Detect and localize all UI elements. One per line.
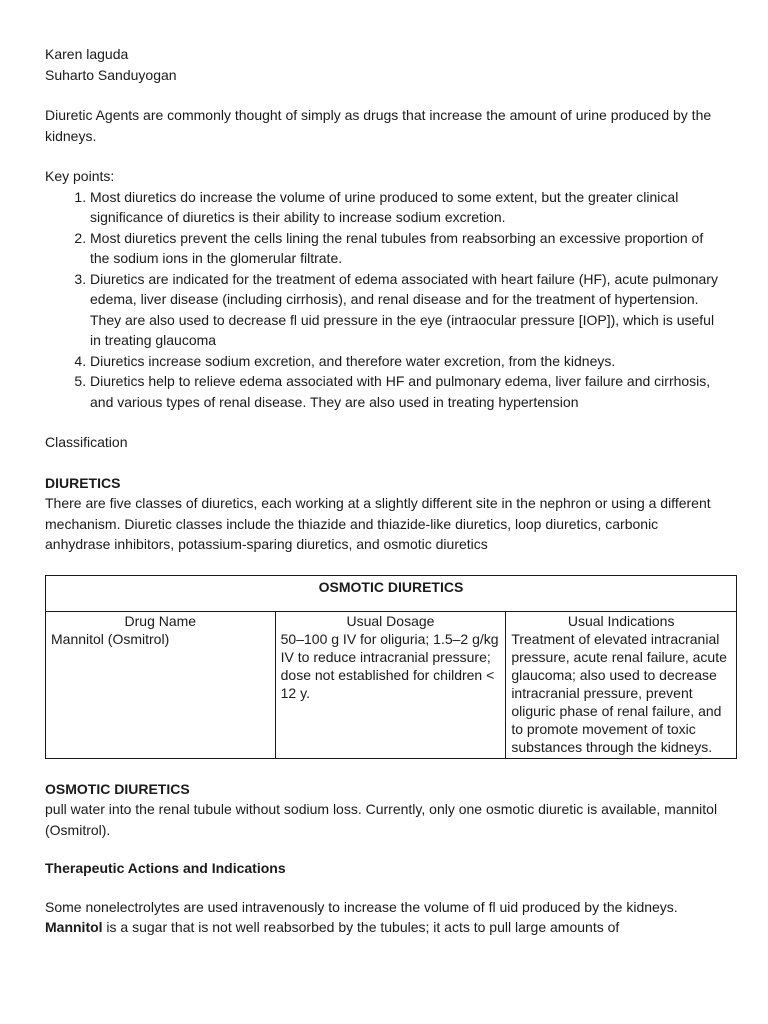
key-points-list <box>45 187 725 413</box>
therapeutic-paragraph <box>45 897 725 938</box>
osmotic-diuretics-table <box>45 575 737 759</box>
table-header-usual-dosage: Usual Dosage <box>275 611 506 630</box>
list-item: 1. Most diuretics do increase the volume of urine produced to some extent, but the greater clinical significance of diuretics is their ability to increase sodium excretion. <box>90 187 725 228</box>
section-heading-diuretics: DIURETICS <box>45 474 121 491</box>
therapeutic-text-end: is a sugar that is not well reabsorbed by the tubules; it acts to pull large amounts of <box>102 919 620 935</box>
table-cell-indications: Treatment of elevated intracranial pressure, acute renal failure, acute glaucoma; also used to decrease intracranial pressure, prevent oliguric phase of renal failure, and to promote movement of toxic substances through the kidneys. <box>506 630 737 759</box>
list-item: 2. Most diuretics prevent the cells lining the renal tubules from reabsorbing an excessive proportion of the sodium ions in the glomerular filtrate. <box>90 228 725 269</box>
author-name: Karen laguda <box>45 46 129 62</box>
table-title: OSMOTIC DIURETICS <box>46 575 737 611</box>
table-cell-dosage: 50–100 g IV for oliguria; 1.5–2 g/kg IV to reduce intracranial pressure; dose not established for children < 12 y. <box>275 630 506 759</box>
section-heading-therapeutic: Therapeutic Actions and Indications <box>45 860 286 876</box>
table-row <box>46 630 737 759</box>
osmotic-paragraph: pull water into the renal tubule without sodium loss. Currently, only one osmotic diuretic is available, mannitol (Osmitrol). <box>45 801 718 838</box>
diuretics-paragraph: There are five classes of diuretics, each working at a slightly different site in the nephron or using a different mechanism. Diuretic classes include the thiazide and thiazide-like diuretics, loop diuretics, carbonic anhydrase inhibitors, potassium-sparing diuretics, and osmotic diuretics <box>45 495 711 552</box>
list-item: 3. Diuretics are indicated for the treatment of edema associated with heart failure (HF), acute pulmonary edema, liver disease (including cirrhosis), and renal disease and for the treatment of hypertension. They are also used to decrease fl uid pressure in the eye (intraocular pressure [IOP]), which is useful in treating glaucoma <box>90 269 725 351</box>
author-name: Suharto Sanduyogan <box>45 66 177 83</box>
section-heading-osmotic: OSMOTIC DIURETICS <box>45 780 190 797</box>
therapeutic-text-start: Some nonelectrolytes are used intravenously to increase the volume of fl uid produced by the kidneys. <box>45 898 678 915</box>
document-page <box>45 44 725 938</box>
table-header-usual-indications: Usual Indications <box>506 611 737 630</box>
list-item: 4. Diuretics increase sodium excretion, and therefore water excretion, from the kidneys. <box>90 351 725 372</box>
mannitol-term: Mannitol <box>45 919 103 935</box>
list-item: 5. Diuretics help to relieve edema associated with HF and pulmonary edema, liver failure and cirrhosis, and various types of renal disease. They are also used in treating hypertension <box>90 371 725 412</box>
intro-paragraph: Diuretic Agents are commonly thought of simply as drugs that increase the amount of urine produced by the kidneys. <box>45 107 712 144</box>
table-cell-drug: Mannitol (Osmitrol) <box>46 630 276 759</box>
table-header-drug-name: Drug Name <box>46 611 276 630</box>
classification-label: Classification <box>45 434 128 450</box>
key-points-heading: Key points: <box>45 168 115 184</box>
